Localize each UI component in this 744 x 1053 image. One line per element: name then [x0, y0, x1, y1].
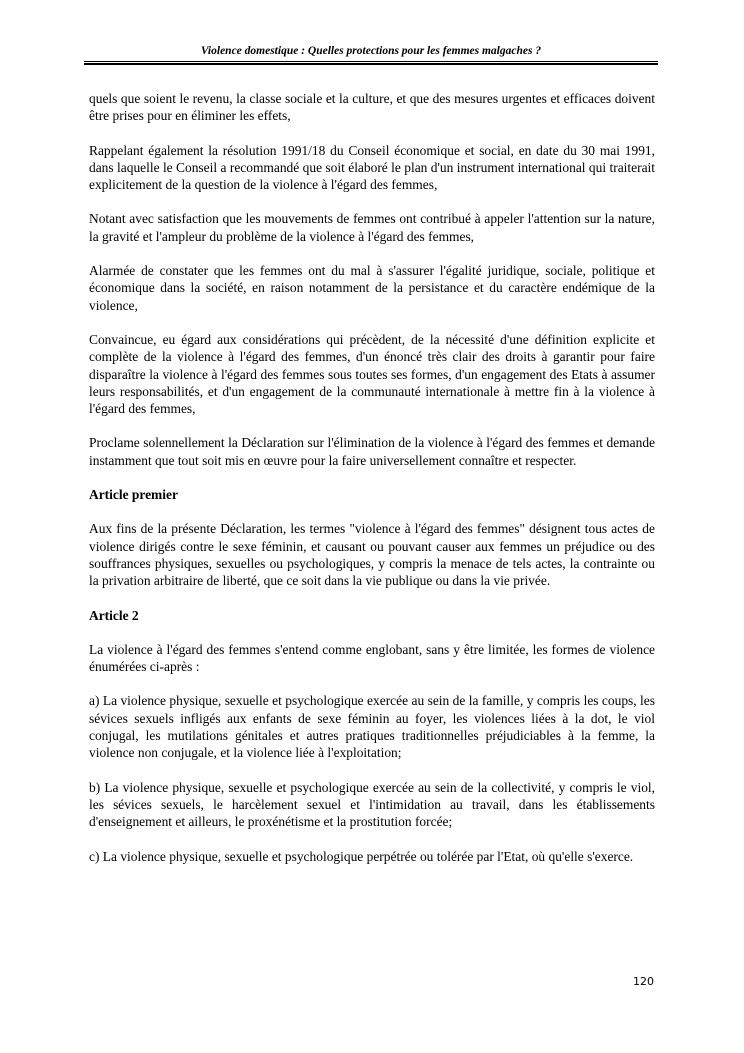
paragraph: Convaincue, eu égard aux considérations qui précèdent, de la nécessité d'une définition explicite et complète de la violence à l'égard des femmes, d'un énoncé très clair des droits à garantir pour faire disparaître la violence à l'égard des femmes sous toutes ses formes, d'un engagement des Etats à assumer leurs responsabilités, et d'un engagement de la communauté internationale à mettre fin à la violence à l'égard des femmes,: [89, 331, 655, 417]
article-2-item-b: b) La violence physique, sexuelle et psychologique exercée au sein de la collectivité, y compris le viol, les sévices sexuels, le harcèlement sexuel et l'intimidation au travail, dans les établissements d'enseignement et ailleurs, le proxénétisme et la prostitution forcée;: [89, 779, 655, 830]
article-1-text: Aux fins de la présente Déclaration, les termes "violence à l'égard des femmes" désignent tous actes de violence dirigés contre le sexe féminin, et causant ou pouvant causer aux femmes un préjudice ou des souffrances physiques, sexuelles ou psychologiques, y compris la menace de tels actes, la contrainte ou la privation arbitraire de liberté, que ce soit dans la vie publique ou dans la vie privée.: [89, 521, 655, 589]
article-2-item-a: a) La violence physique, sexuelle et psychologique exercée au sein de la famille, y compris les coups, les sévices sexuels infligés aux enfants de sexe féminin au foyer, les violences liées à la dot, le viol conjugal, les mutilations génitales et autres pratiques traditionnelles préjudiciables à la femme, la violence non conjugale, et la violence liée à l'exploitation;: [89, 693, 655, 761]
running-header: Violence domestique : Quelles protections pour les femmes malgaches ?: [200, 45, 542, 57]
paragraph: Rappelant également la résolution 1991/18 du Conseil économique et social, en date du 30 mai 1991, dans laquelle le Conseil a recommandé que soit élaboré le plan d'un instrument international qui traiterait explicitement de la question de la violence à l'égard des femmes,: [89, 142, 655, 193]
paragraph: Alarmée de constater que les femmes ont du mal à s'assurer l'égalité juridique, sociale, politique et économique dans la société, en raison notamment de la persistance et du caractère endémique de la violence,: [89, 263, 655, 313]
paragraph: Notant avec satisfaction que les mouvements de femmes ont contribué à appeler l'attention sur la nature, la gravité et l'ampleur du problème de la violence à l'égard des femmes,: [89, 211, 655, 244]
header-rule: [84, 61, 658, 65]
page-number: 120: [633, 975, 654, 988]
body-text: [89, 90, 655, 882]
article-1-heading: Article premier: [89, 487, 178, 503]
article-2-intro: La violence à l'égard des femmes s'entend comme englobant, sans y être limitée, les formes de violence énumérées ci-après :: [89, 641, 655, 675]
article-2-item-c: c) La violence physique, sexuelle et psychologique perpétrée ou tolérée par l'Etat, où qu'elle s'exerce.: [89, 848, 634, 864]
paragraph: quels que soient le revenu, la classe sociale et la culture, et que des mesures urgentes et efficaces doivent être prises pour en éliminer les effets,: [89, 91, 655, 124]
paragraph: Proclame solennellement la Déclaration sur l'élimination de la violence à l'égard des femmes et demande instamment que tout soit mis en œuvre pour la faire universellement connaître et respecter.: [89, 435, 655, 468]
article-2-heading: Article 2: [89, 607, 139, 623]
